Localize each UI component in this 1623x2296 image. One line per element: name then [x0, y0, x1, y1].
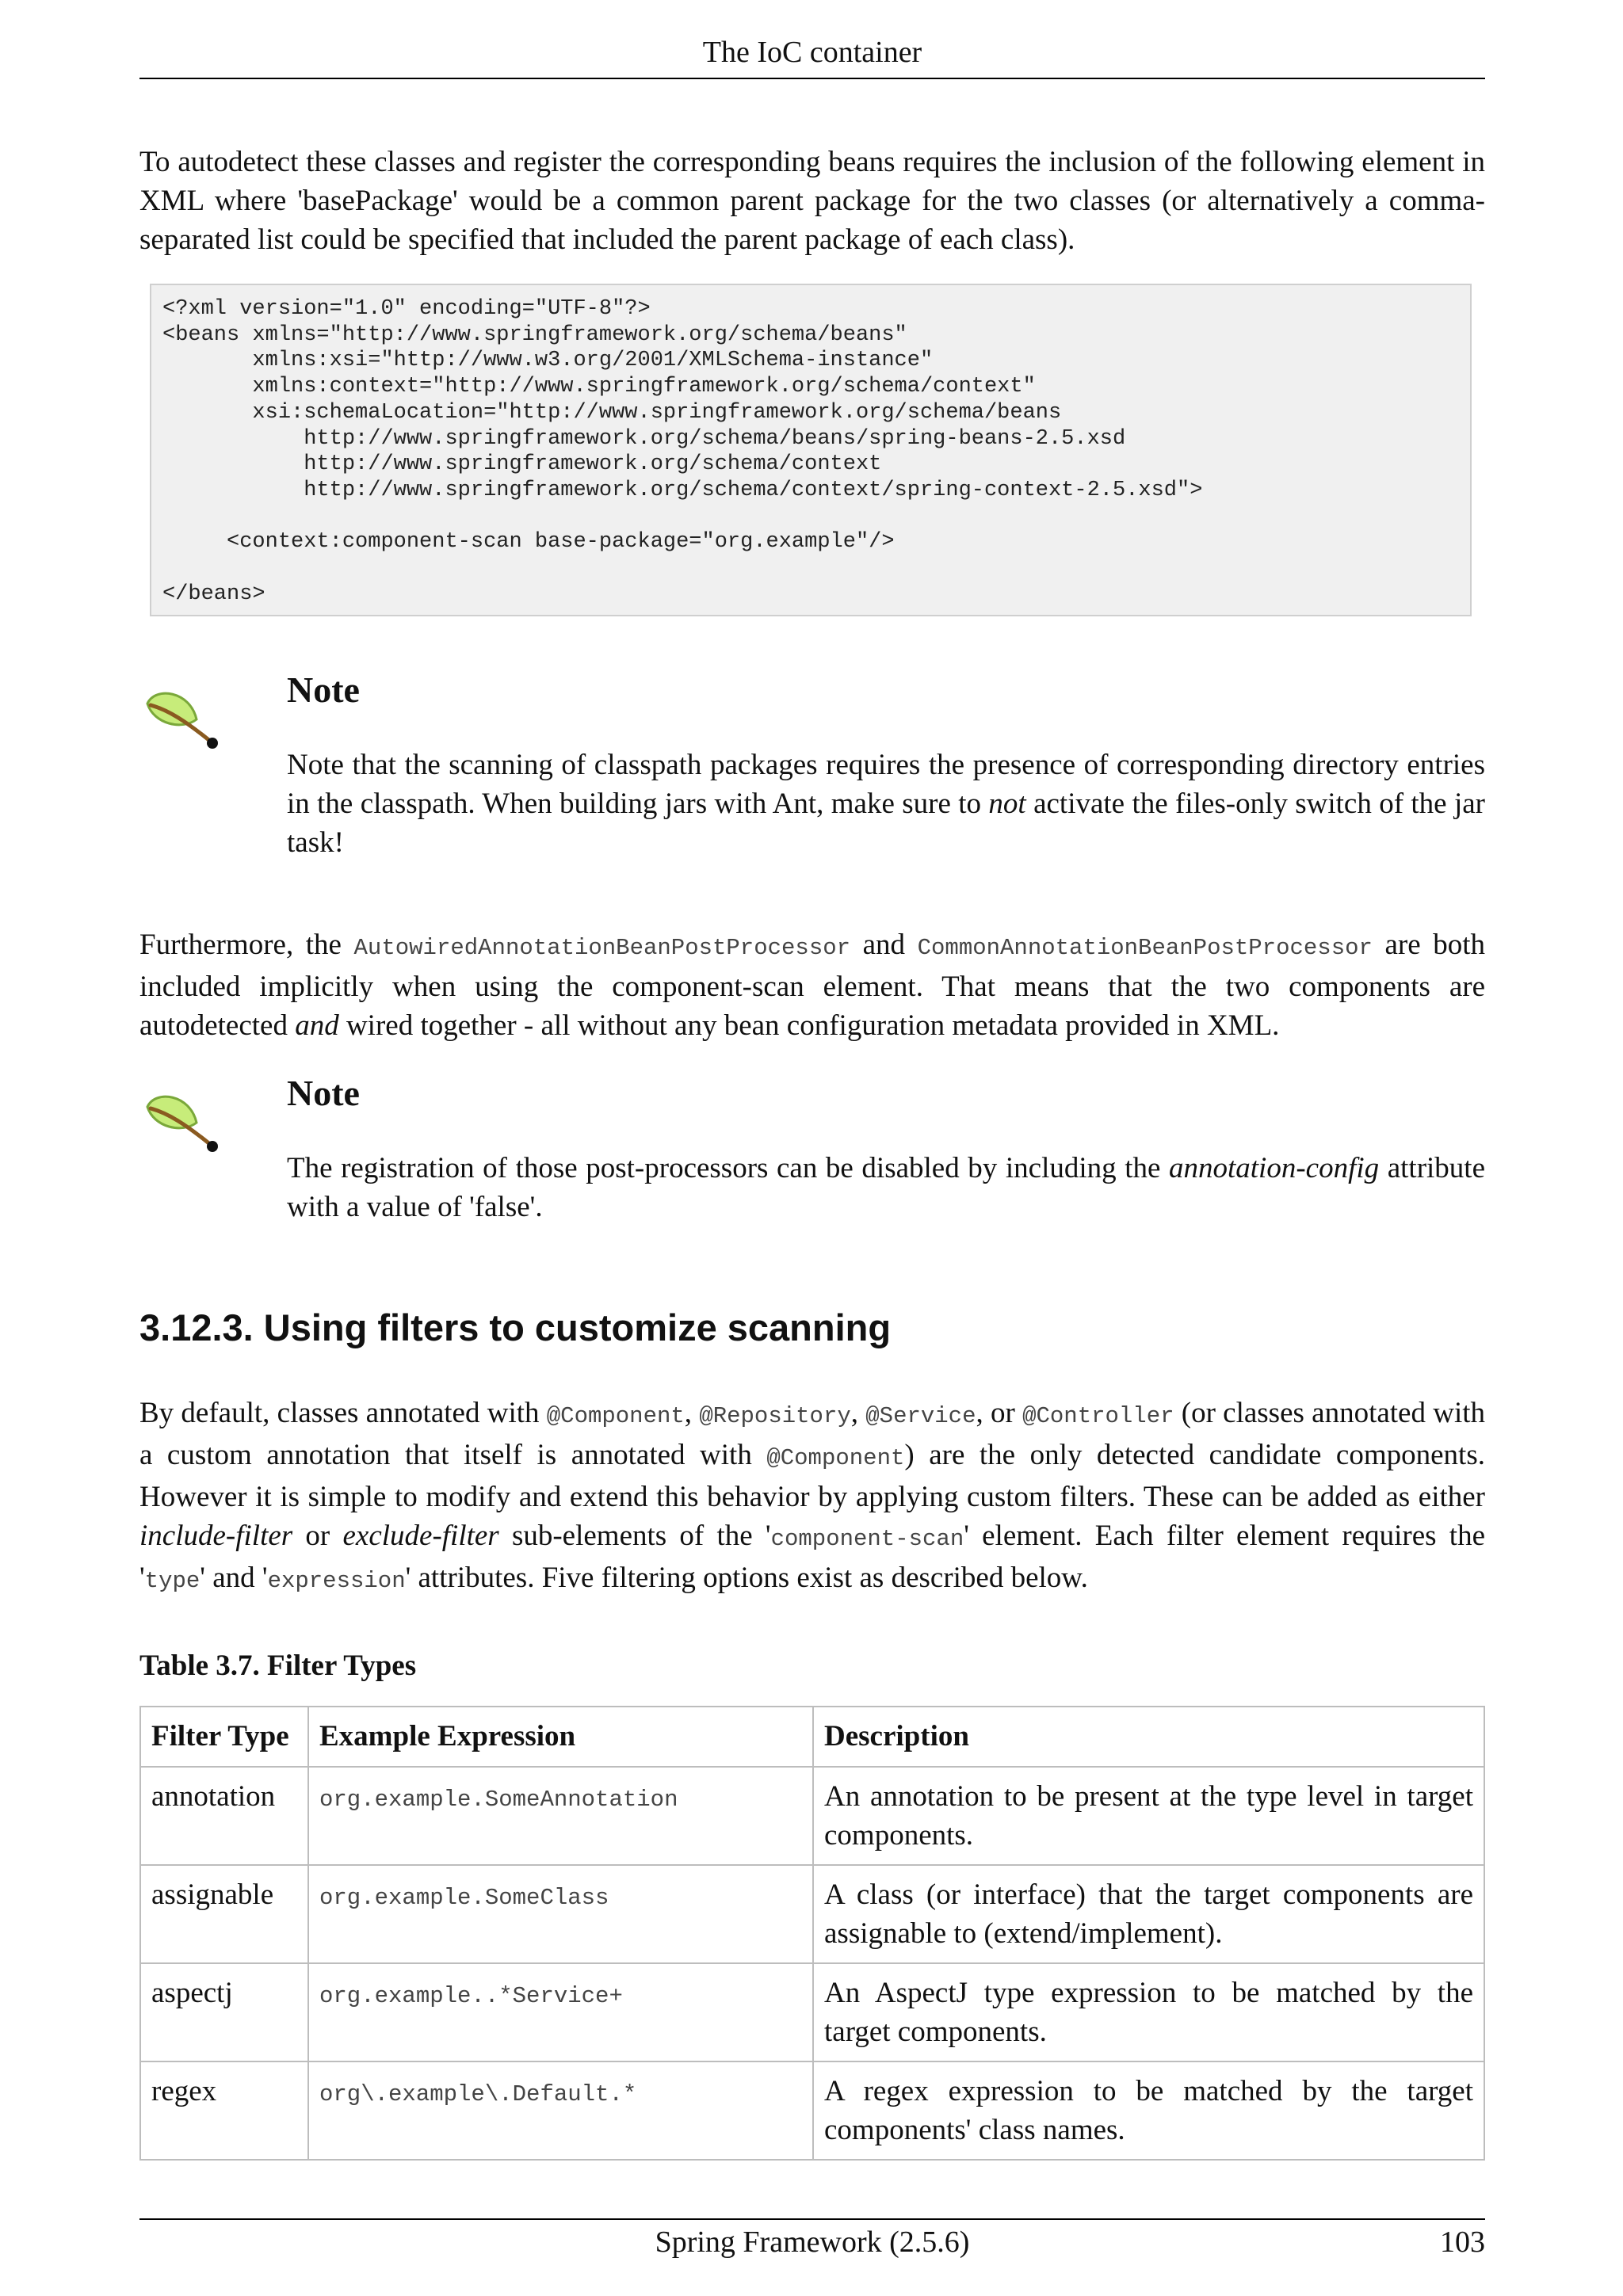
- description-cell: A class (or interface) that the target components are assignable to (extend/implement).: [813, 1865, 1484, 1963]
- note-body: The registration of those post-processors can be disabled by including the annotation-config attribute with a value of 'false'.: [287, 1152, 1485, 1223]
- expression-cell: org.example.SomeAnnotation: [308, 1767, 813, 1865]
- intro-paragraph: To autodetect these classes and register the corresponding beans requires the inclusion of the following element in XML where 'basePackage' would be a common parent package for the two classes (or alternatively a comma-separated list could be specified that included the parent package of each class).: [139, 146, 1485, 256]
- xml-code-block: <?xml version="1.0" encoding="UTF-8"?> <beans xmlns="http://www.springframework.org/schema/beans" xmlns:xsi="http://www.w3.org/2001/XMLSchema-instance" xmlns:context="http://www.springframework.org/schema/context" xsi:schemaLocation="http://www.springframework.org/schema/beans http://www.springframework.org/schema/beans/spring-beans-2.5.xsd http://www.springframework.org/schema/context http://www.springframework.org/schema/context/spring-context-2.5.xsd"> <context:component-scan base-package="org.example"/> </beans>: [150, 284, 1472, 616]
- note-title: Note: [287, 1073, 360, 1113]
- inline-code: CommonAnnotationBeanPostProcessor: [917, 935, 1373, 961]
- table-caption: Table 3.7. Filter Types: [139, 1650, 417, 1682]
- expression-cell: org.example..*Service+: [308, 1963, 813, 2061]
- table-row: [140, 1767, 1484, 1865]
- filter-types-table: [139, 1706, 1485, 2161]
- description-cell: An AspectJ type expression to be matched by the target components.: [813, 1963, 1484, 2061]
- page-header: [139, 35, 1485, 79]
- table-row: [140, 1865, 1484, 1963]
- table-row: [140, 2061, 1484, 2160]
- table-row: [140, 1963, 1484, 2061]
- filters-paragraph: By default, classes annotated with @Component, @Repository, @Service, or @Controller (or classes annotated with a custom annotation that itself is annotated with @Component) are the only detected candidate components. However it is simple to modify and extend this behavior by applying custom filters. These can be added as either include-filter or exclude-filter sub-elements of the 'component-scan' element. Each filter element requires the 'type' and 'expression' attributes. Five filtering options exist as described below.: [139, 1397, 1486, 1594]
- table-header-row: [140, 1707, 1484, 1767]
- inline-code: AutowiredAnnotationBeanPostProcessor: [353, 935, 851, 961]
- note-body: Note that the scanning of classpath packages requires the presence of corresponding directory entries in the classpath. When building jars with Ant, make sure to not activate the files-only switch of the jar task!: [287, 749, 1485, 859]
- description-cell: An annotation to be present at the type level in target components.: [813, 1767, 1484, 1865]
- section-title: 3.12.3. Using filters to customize scanning: [139, 1306, 892, 1348]
- expression-cell: org.example.SomeClass: [308, 1865, 813, 1963]
- column-header: Filter Type: [140, 1707, 308, 1767]
- column-header: Description: [813, 1707, 1484, 1767]
- page-footer: [139, 2218, 1485, 2264]
- filter-type-cell: regex: [140, 2061, 308, 2160]
- filter-type-cell: assignable: [140, 1865, 308, 1963]
- expression-cell: org\.example\.Default.*: [308, 2061, 813, 2160]
- filter-type-cell: aspectj: [140, 1963, 308, 2061]
- post-processor-paragraph: Furthermore, the AutowiredAnnotationBeanPostProcessor and CommonAnnotationBeanPostProcessor are both included implicitly when using the component-scan element. That means that the two components are autodetected and wired together - all without any bean configuration metadata provided in XML.: [139, 929, 1485, 1042]
- page-number: 103: [1440, 2225, 1485, 2259]
- description-cell: A regex expression to be matched by the target components' class names.: [813, 2061, 1484, 2160]
- note-leaf-icon: [141, 686, 223, 751]
- note-title: Note: [287, 669, 360, 710]
- header-title: The IoC container: [702, 36, 922, 69]
- column-header: Example Expression: [308, 1707, 813, 1767]
- filter-type-cell: annotation: [140, 1767, 308, 1865]
- note-leaf-icon: [141, 1089, 223, 1154]
- footer-title: Spring Framework (2.5.6): [655, 2225, 970, 2259]
